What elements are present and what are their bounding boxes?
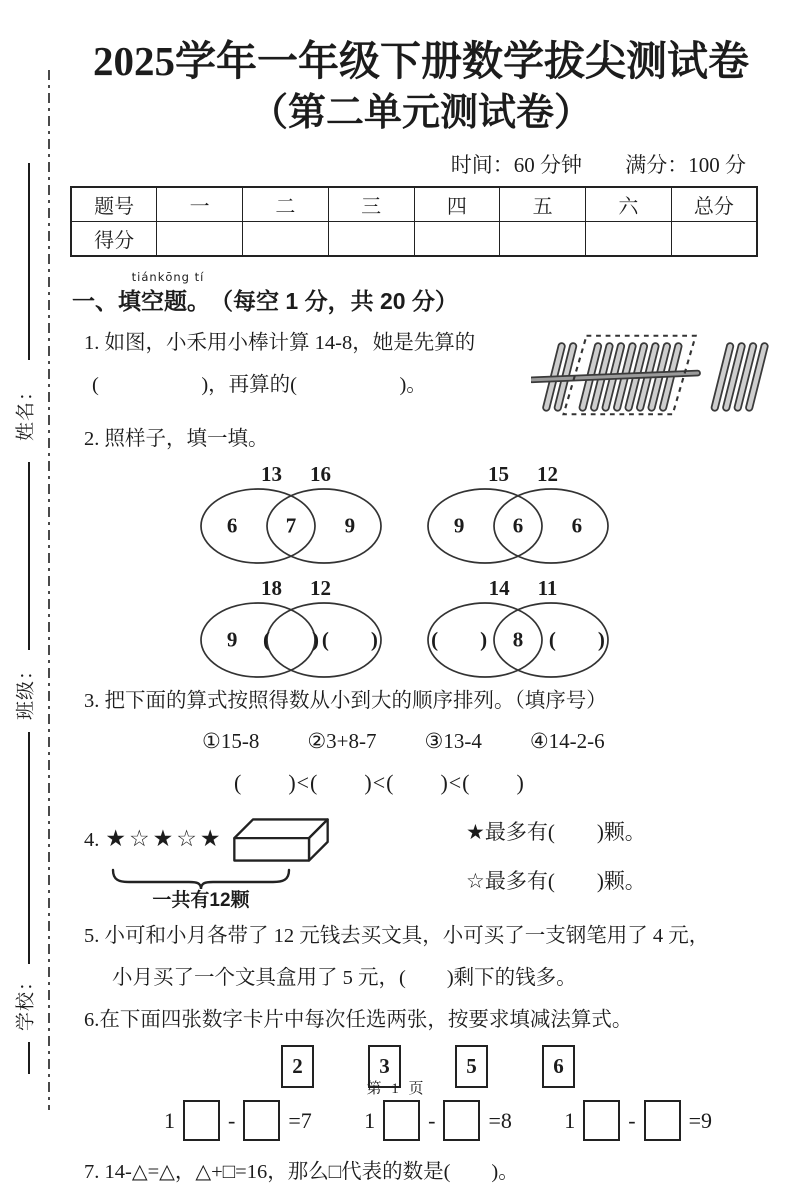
question-1 — [70, 322, 772, 418]
venn-right-value: ( ) — [321, 627, 378, 652]
score-cell — [157, 221, 243, 256]
score-cell — [500, 221, 586, 256]
question-6 — [70, 999, 772, 1143]
score-table — [70, 186, 758, 257]
star-row: ★☆★☆★ — [105, 826, 224, 853]
venn-right-value: 6 — [571, 513, 583, 538]
venn-right-value: ( ) — [548, 627, 605, 652]
name-field-label — [6, 366, 42, 456]
section-1-heading — [70, 269, 772, 316]
venn-top-label: 13 — [261, 461, 282, 486]
blank-line — [28, 462, 30, 650]
question-4-line2: ☆最多有( )颗。 — [466, 869, 646, 894]
tens-digit: 1 — [364, 1107, 376, 1133]
expression-list — [202, 722, 772, 762]
brace-figure — [110, 868, 292, 890]
subtraction-equation — [564, 1098, 712, 1143]
name-field-text: 姓名： — [15, 380, 37, 442]
venn-diagram — [423, 576, 623, 680]
expression-item: ②3+8-7 — [307, 728, 377, 753]
question-3-text: 3. 把下面的算式按照得数从小到大的顺序排列。（填序号） — [84, 689, 607, 712]
number-card: 2 — [281, 1045, 314, 1088]
total-label: 一共有12颗 — [152, 889, 250, 911]
venn-left-value: 9 — [453, 513, 465, 538]
class-field-label — [6, 660, 42, 720]
blank-line — [28, 163, 30, 360]
number-card: 6 — [542, 1045, 575, 1088]
venn-left-value: ( ) — [431, 627, 488, 652]
subtraction-equation — [364, 1098, 512, 1143]
paper-content — [70, 0, 772, 1193]
equation-result: =7 — [288, 1107, 312, 1133]
paper-title: 2025学年一年级下册数学拔尖测试卷 — [93, 38, 749, 84]
page-footer: 第 1 页 — [366, 1081, 427, 1097]
venn-diagram — [423, 462, 623, 566]
question-2-text: 2. 照样子，填一填。 — [84, 427, 269, 450]
expression-item: ④14-2-6 — [529, 728, 605, 753]
score-cell — [414, 221, 500, 256]
score-table-header-cell: 二 — [243, 187, 329, 222]
section-title: 填空题。 — [118, 287, 210, 314]
venn-left-value: 6 — [226, 513, 238, 538]
question-7 — [70, 1151, 772, 1193]
section-score-note: （每空 1 分，共 20 分） — [210, 287, 458, 314]
score-cell — [328, 221, 414, 256]
score-table-header-row — [71, 187, 757, 222]
score-table-header-cell: 三 — [328, 187, 414, 222]
venn-middle-value: ( ) — [263, 627, 319, 652]
subtraction-equation — [164, 1098, 312, 1143]
venn-top-label: 15 — [488, 461, 509, 486]
venn-right-value: 9 — [344, 513, 356, 538]
binding-line — [48, 70, 50, 1110]
venn-middle-value: 6 — [512, 513, 524, 538]
question-2 — [70, 418, 772, 680]
equations-row — [84, 1098, 772, 1143]
venn-top-label: 11 — [537, 575, 558, 600]
question-5-line1: 5. 小可和小月各带了 12 元钱去买文具，小可买了一支钢笔用了 4 元， — [84, 924, 710, 947]
number-card: 5 — [455, 1045, 488, 1088]
question-6-text: 6.在下面四张数字卡片中每次任选两张，按要求填减法算式。 — [84, 1008, 633, 1031]
paper-subtitle: （第二单元测试卷） — [249, 92, 592, 135]
score-table-header-cell: 四 — [414, 187, 500, 222]
class-field-text: 班级： — [15, 659, 37, 721]
venn-diagram — [196, 462, 396, 566]
counting-sticks-figure — [531, 332, 772, 418]
school-field-label — [6, 966, 42, 1036]
expression-item: ①15-8 — [202, 728, 260, 753]
equation-result: =9 — [688, 1107, 712, 1133]
score-table-header-cell: 题号 — [71, 187, 157, 222]
tens-digit: 1 — [164, 1107, 175, 1133]
score-row-label: 得分 — [71, 221, 157, 256]
question-4-number: 4. — [84, 828, 100, 851]
venn-top-label: 16 — [310, 461, 331, 486]
venn-diagram — [196, 576, 396, 680]
minus-sign: - — [428, 1107, 436, 1133]
venn-top-label: 14 — [488, 575, 510, 600]
score-table-header-cell: 六 — [586, 187, 672, 222]
equation-blank-box — [243, 1100, 280, 1141]
equation-blank-box — [443, 1100, 480, 1141]
score-table-header-cell: 五 — [500, 187, 586, 222]
venn-top-label: 12 — [537, 461, 558, 486]
question-1-line1: 1. 如图，小禾用小棒计算 14-8，她是先算的 — [84, 331, 476, 354]
equation-result: =8 — [488, 1107, 512, 1133]
time-limit: 时间：60 分钟 — [450, 152, 582, 177]
venn-diagram-grid — [196, 462, 772, 680]
score-cell — [243, 221, 329, 256]
score-cell — [671, 221, 757, 256]
gift-box-figure — [229, 812, 333, 868]
equation-blank-box — [644, 1100, 681, 1141]
section-number: 一、 — [72, 287, 118, 314]
score-cell — [586, 221, 672, 256]
ordering-answer-line: ( )<( )<( )<( ) — [234, 769, 525, 795]
full-score: 满分：100 分 — [625, 152, 746, 177]
minus-sign: - — [228, 1107, 236, 1133]
score-table-header-cell: 一 — [157, 187, 243, 222]
number-card: 3 — [368, 1045, 401, 1088]
venn-middle-value: 7 — [285, 513, 297, 538]
question-5 — [70, 915, 772, 999]
question-4-line1: ★最多有( )颗。 — [466, 819, 646, 844]
venn-top-label: 18 — [261, 575, 282, 600]
venn-middle-value: 8 — [512, 627, 524, 652]
tens-digit: 1 — [564, 1107, 576, 1133]
question-4 — [70, 812, 772, 915]
question-7-text: 7. 14-△=△，△+□=16，那么□代表的数是( )。 — [84, 1160, 519, 1183]
school-field-text: 学校： — [15, 970, 37, 1032]
score-table-header-cell: 总分 — [671, 187, 757, 222]
venn-left-value: 9 — [226, 627, 238, 652]
question-3 — [70, 680, 772, 804]
venn-top-label: 12 — [310, 575, 331, 600]
blank-line — [28, 732, 30, 964]
blank-line — [28, 1042, 30, 1074]
question-1-line2: ( )，再算的( )。 — [92, 373, 427, 396]
time-score-line — [70, 149, 772, 179]
score-table-score-row — [71, 221, 757, 256]
equation-blank-box — [583, 1100, 620, 1141]
expression-item: ③13-4 — [424, 728, 482, 753]
question-5-line2: 小月买了一个文具盒用了 5 元，( )剩下的钱多。 — [112, 966, 577, 989]
minus-sign: - — [628, 1107, 636, 1133]
equation-blank-box — [383, 1100, 420, 1141]
pinyin-annotation: tiánkōng tí — [131, 269, 205, 284]
equation-blank-box — [183, 1100, 220, 1141]
